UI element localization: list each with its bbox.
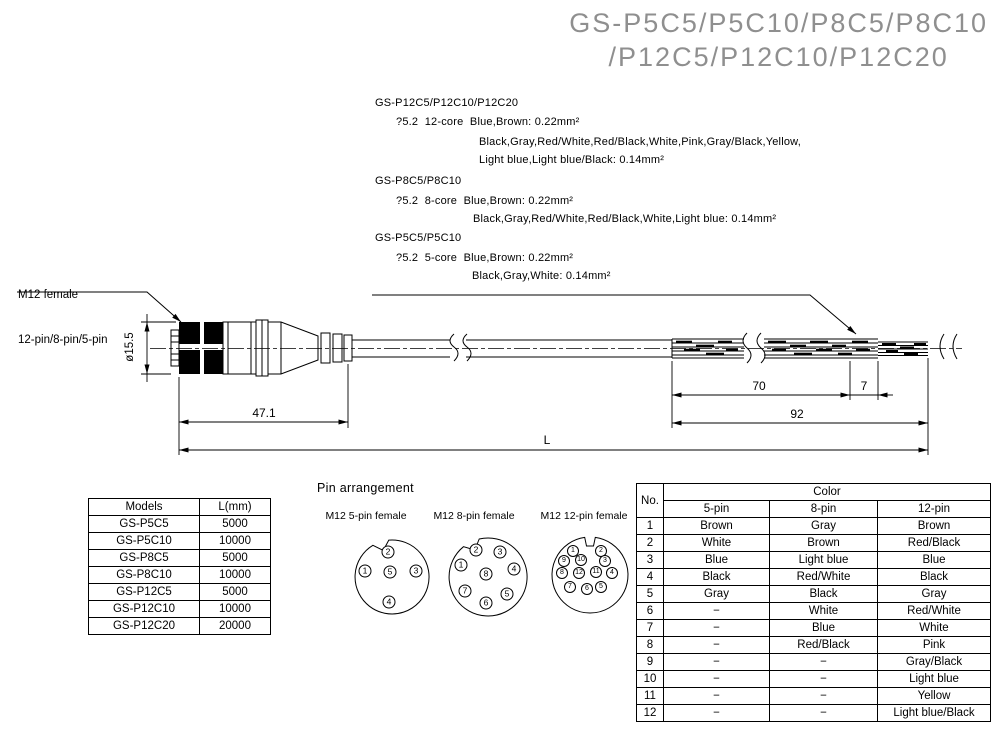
pin-6: 6: [581, 583, 593, 595]
table-cell: White: [664, 535, 770, 552]
table-row: [637, 535, 991, 552]
dimension-strip-b: 7: [860, 379, 868, 393]
table-cell: Blue: [878, 552, 991, 569]
page-title: [569, 6, 988, 74]
pin-1: 1: [455, 559, 468, 572]
table-cell: Blue: [664, 552, 770, 569]
models-header: Models: [89, 499, 200, 516]
table-row: [637, 586, 991, 603]
pin-4: 4: [606, 567, 618, 579]
table-cell: −: [664, 654, 770, 671]
table-cell: Light blue/Black: [878, 705, 991, 722]
pin-12: 12: [573, 567, 585, 579]
pin-10: 10: [575, 554, 587, 566]
table-cell: −: [770, 671, 878, 688]
table-cell: 10: [637, 671, 664, 688]
spec-12core-size: ?5.2 12-core Blue,Brown: 0.22mm²: [396, 116, 580, 128]
spec-5core-colors1: Black,Gray,White: 0.14mm²: [472, 270, 611, 282]
pin-2: 2: [595, 545, 607, 557]
table-cell: White: [878, 620, 991, 637]
page-title-line2: /P12C5/P12C10/P12C20: [608, 42, 949, 72]
table-cell: GS-P8C10: [89, 567, 200, 584]
table-cell: 3: [637, 552, 664, 569]
leader-lines: [17, 292, 856, 334]
table-cell: 2: [637, 535, 664, 552]
table-cell: −: [770, 688, 878, 705]
table-row: [89, 567, 271, 584]
color-group-header: Color: [664, 484, 991, 501]
spec-8core-size: ?5.2 8-core Blue,Brown: 0.22mm²: [396, 195, 574, 207]
table-cell: GS-P5C10: [89, 533, 200, 550]
pin-5: 5: [384, 566, 397, 579]
pin-7: 7: [459, 585, 472, 598]
table-cell: Red/Black: [878, 535, 991, 552]
table-cell: Red/Black: [770, 637, 878, 654]
table-cell: −: [664, 671, 770, 688]
connector-callout-line1: M12 female: [18, 289, 79, 301]
spec-8core-colors1: Black,Gray,Red/White,Red/Black,White,Light blue: 0.14mm²: [473, 213, 777, 225]
table-cell: −: [664, 603, 770, 620]
pin-4: 4: [383, 596, 396, 609]
pin-6: 6: [480, 597, 493, 610]
dimension-overall-length: L: [543, 433, 551, 447]
table-cell: 7: [637, 620, 664, 637]
table-cell: 12: [637, 705, 664, 722]
table-cell: GS-P12C20: [89, 618, 200, 635]
table-cell: Gray: [770, 518, 878, 535]
table-cell: 4: [637, 569, 664, 586]
table-cell: Black: [878, 569, 991, 586]
dimension-connector-length: 47.1: [252, 406, 276, 420]
page-title-line1: GS-P5C5/P5C10/P8C5/P8C10: [569, 8, 988, 38]
table-cell: −: [770, 654, 878, 671]
table-row: [89, 584, 271, 601]
connector-profile: [150, 320, 962, 376]
table-cell: 10000: [200, 567, 271, 584]
pin-7: 7: [564, 581, 576, 593]
table-cell: GS-P8C5: [89, 550, 200, 567]
table-row: [637, 603, 991, 620]
color-header-row: [637, 484, 991, 501]
table-cell: Light blue: [770, 552, 878, 569]
table-cell: Light blue: [878, 671, 991, 688]
table-cell: Black: [770, 586, 878, 603]
table-cell: 6: [637, 603, 664, 620]
table-row: [89, 618, 271, 635]
table-cell: Brown: [664, 518, 770, 535]
color-table: [636, 483, 991, 722]
label-12pin-connector: M12 12-pin female: [540, 510, 628, 522]
table-cell: 5000: [200, 516, 271, 533]
dimension-strip-a: 70: [752, 379, 766, 393]
connector-callout-line2: 12-pin/8-pin/5-pin: [18, 334, 108, 346]
table-row: [637, 688, 991, 705]
pin-3: 3: [599, 555, 611, 567]
pin-11: 11: [590, 566, 602, 578]
table-cell: 5: [637, 586, 664, 603]
table-cell: 5000: [200, 584, 271, 601]
spec-12core-colors1: Black,Gray,Red/White,Red/Black,White,Pink,Gray/Black,Yellow,: [479, 136, 801, 148]
table-row: [637, 705, 991, 722]
table-cell: 1: [637, 518, 664, 535]
table-cell: Black: [664, 569, 770, 586]
table-cell: GS-P12C10: [89, 601, 200, 618]
pin-9: 9: [558, 555, 570, 567]
table-cell: 9: [637, 654, 664, 671]
models-table: [88, 498, 271, 635]
table-cell: Pink: [878, 637, 991, 654]
table-cell: 20000: [200, 618, 271, 635]
pin-1: 1: [567, 545, 579, 557]
pin-3: 3: [410, 565, 423, 578]
color-subheader-row: [637, 501, 991, 518]
subheader-5pin: 5-pin: [664, 501, 770, 518]
table-cell: 10000: [200, 601, 271, 618]
label-5pin-connector: M12 5-pin female: [325, 510, 407, 522]
pin-2: 2: [470, 544, 483, 557]
table-cell: Blue: [770, 620, 878, 637]
table-cell: 10000: [200, 533, 271, 550]
table-cell: 8: [637, 637, 664, 654]
spec-12core-colors2: Light blue,Light blue/Black: 0.14mm²: [479, 154, 665, 166]
pin-3: 3: [494, 546, 507, 559]
models-header-row: [89, 499, 271, 516]
table-cell: −: [664, 620, 770, 637]
table-cell: Gray: [664, 586, 770, 603]
table-cell: Gray: [878, 586, 991, 603]
table-row: [637, 637, 991, 654]
table-row: [637, 552, 991, 569]
pin-5: 5: [501, 588, 514, 601]
pin-8: 8: [480, 568, 493, 581]
spec-12core-heading: GS-P12C5/P12C10/P12C20: [375, 97, 519, 109]
label-8pin-connector: M12 8-pin female: [433, 510, 515, 522]
table-row: [89, 601, 271, 618]
dimension-strip-total: 92: [790, 407, 804, 421]
pin-5: 5: [595, 581, 607, 593]
spec-8core-heading: GS-P8C5/P8C10: [375, 175, 462, 187]
pin-8: 8: [556, 567, 568, 579]
table-cell: Gray/Black: [878, 654, 991, 671]
pin-4: 4: [508, 563, 521, 576]
table-cell: Red/White: [770, 569, 878, 586]
spec-5core-heading: GS-P5C5/P5C10: [375, 232, 462, 244]
table-row: [637, 518, 991, 535]
table-cell: GS-P12C5: [89, 584, 200, 601]
subheader-8pin: 8-pin: [770, 501, 878, 518]
table-cell: Yellow: [878, 688, 991, 705]
table-cell: Red/White: [878, 603, 991, 620]
table-row: [637, 620, 991, 637]
pin-1: 1: [359, 565, 372, 578]
table-row: [637, 569, 991, 586]
connector-callout: [18, 258, 108, 363]
table-row: [89, 550, 271, 567]
pin-2: 2: [382, 546, 395, 559]
table-cell: −: [664, 705, 770, 722]
table-cell: −: [664, 688, 770, 705]
dimension-diameter: ø15.5: [124, 332, 136, 362]
table-row: [637, 671, 991, 688]
length-header: L(mm): [200, 499, 271, 516]
pin-arrangement-title: Pin arrangement: [317, 481, 414, 495]
table-cell: 5000: [200, 550, 271, 567]
subheader-12pin: 12-pin: [878, 501, 991, 518]
table-cell: Brown: [878, 518, 991, 535]
table-row: [637, 654, 991, 671]
table-cell: White: [770, 603, 878, 620]
table-cell: GS-P5C5: [89, 516, 200, 533]
table-row: [89, 533, 271, 550]
table-cell: −: [770, 705, 878, 722]
table-cell: Brown: [770, 535, 878, 552]
spec-5core-size: ?5.2 5-core Blue,Brown: 0.22mm²: [396, 252, 574, 264]
no-header: No.: [637, 484, 664, 518]
knurl-bands: [179, 322, 223, 374]
dimension-lines: [141, 314, 928, 455]
table-row: [89, 516, 271, 533]
table-cell: −: [664, 637, 770, 654]
table-cell: 11: [637, 688, 664, 705]
